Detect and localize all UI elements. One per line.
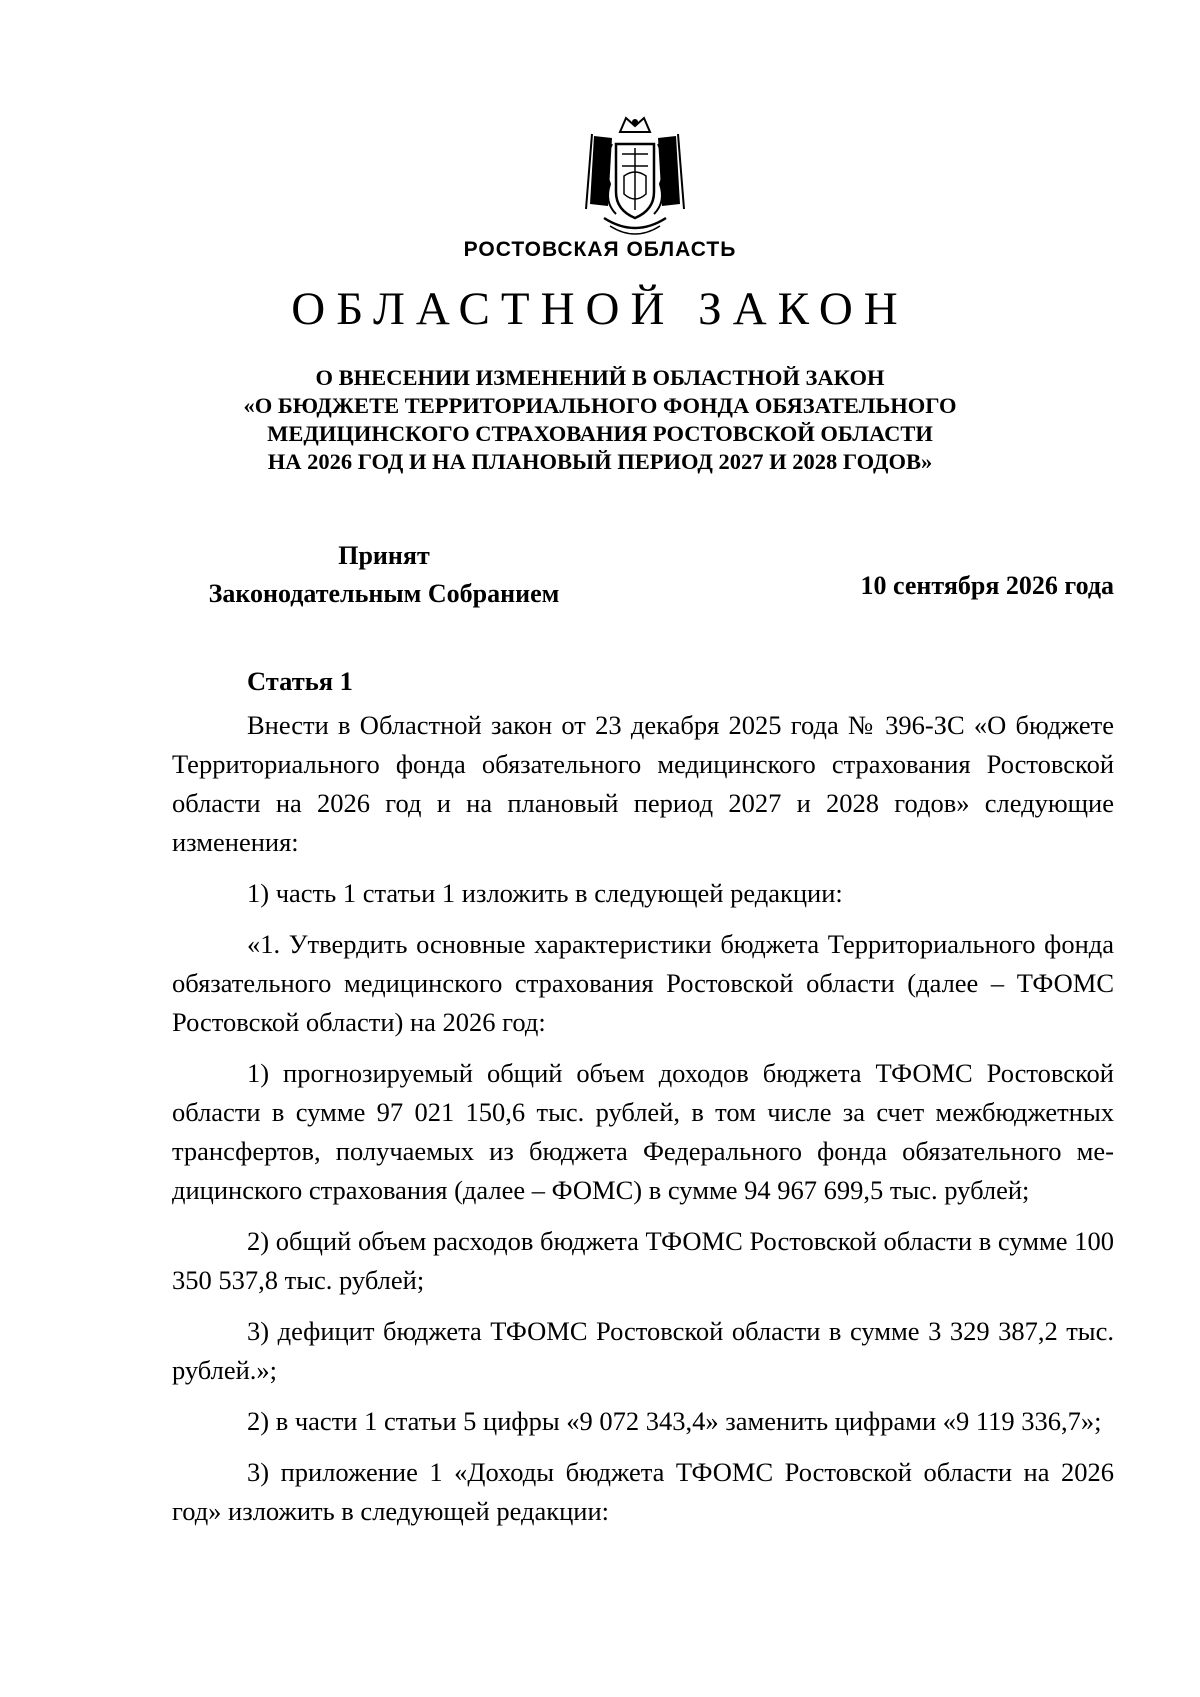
paragraph: 2) в части 1 статьи 5 цифры «9 072 343,4» заменить цифрами «9 119 336,7»;: [247, 1406, 1102, 1436]
paragraph: 3) приложение 1 «Доходы бюджета ТФОМС Ростовской области на 2026 год» изложить в следующей редакции:: [172, 1457, 1114, 1526]
heading-line: О ВНЕСЕНИИ ИЗМЕНЕНИЙ В ОБЛАСТНОЙ ЗАКОН: [315, 365, 885, 390]
region-name: РОСТОВСКАЯ ОБЛАСТЬ: [463, 238, 737, 261]
adoption-block: [174, 537, 594, 613]
heading-line: НА 2026 ГОД И НА ПЛАНОВЫЙ ПЕРИОД 2027 И 2028 ГОДОВ»: [267, 449, 933, 474]
paragraph: «1. Утвердить основные характеристики бюджета Территориального фонда обязательного медицинского страхования Ростовской области (далее – ТФОМС Ростовской области) на 2026 год:: [172, 929, 1114, 1037]
paragraph: 1) часть 1 статьи 1 изложить в следующей редакции:: [247, 878, 843, 908]
law-heading: [0, 364, 1200, 476]
adoption-date: 10 сентября 2026 года: [860, 571, 1114, 600]
heading-line: МЕДИЦИНСКОГО СТРАХОВАНИЯ РОСТОВСКОЙ ОБЛАСТИ: [267, 421, 933, 446]
paragraph: 3) дефицит бюджета ТФОМС Ростовской области в сумме 3 329 387,2 тыс. рублей.»;: [172, 1316, 1114, 1385]
heading-line: «О БЮДЖЕТЕ ТЕРРИТОРИАЛЬНОГО ФОНДА ОБЯЗАТЕЛЬНОГО: [243, 393, 957, 418]
document-body: [172, 662, 1114, 1543]
paragraph: 1) прогнозируемый общий объем доходов бюджета ТФОМС Ростовской области в сумме 97 021 150,6 тыс. рублей, в том числе за счет межбюджетных трансфертов, получаемых из бюджета Федерального фонда обязательного медицинского страхования (далее – ФОМС) в сумме 94 967 699,5 тыс. рублей;: [172, 1058, 1114, 1205]
adopted-by: Законодательным Собранием: [208, 579, 560, 608]
law-type-title: ОБЛАСТНОЙ ЗАКОН: [291, 283, 909, 335]
paragraph: Внести в Областной закон от 23 декабря 2025 года № 396-ЗС «О бюджете Территориального фонда обязательного медицинского страхования Ростовской области на 2026 год и на плановый период 2027 и 2028 годов» следующие изменения:: [172, 710, 1114, 857]
coat-of-arms-icon: [582, 114, 688, 242]
adopted-label: Принят: [338, 541, 430, 570]
paragraph: 2) общий объем расходов бюджета ТФОМС Ростовской области в сумме 100 350 537,8 тыс. рублей;: [172, 1226, 1114, 1295]
article-title: Статья 1: [247, 666, 353, 696]
